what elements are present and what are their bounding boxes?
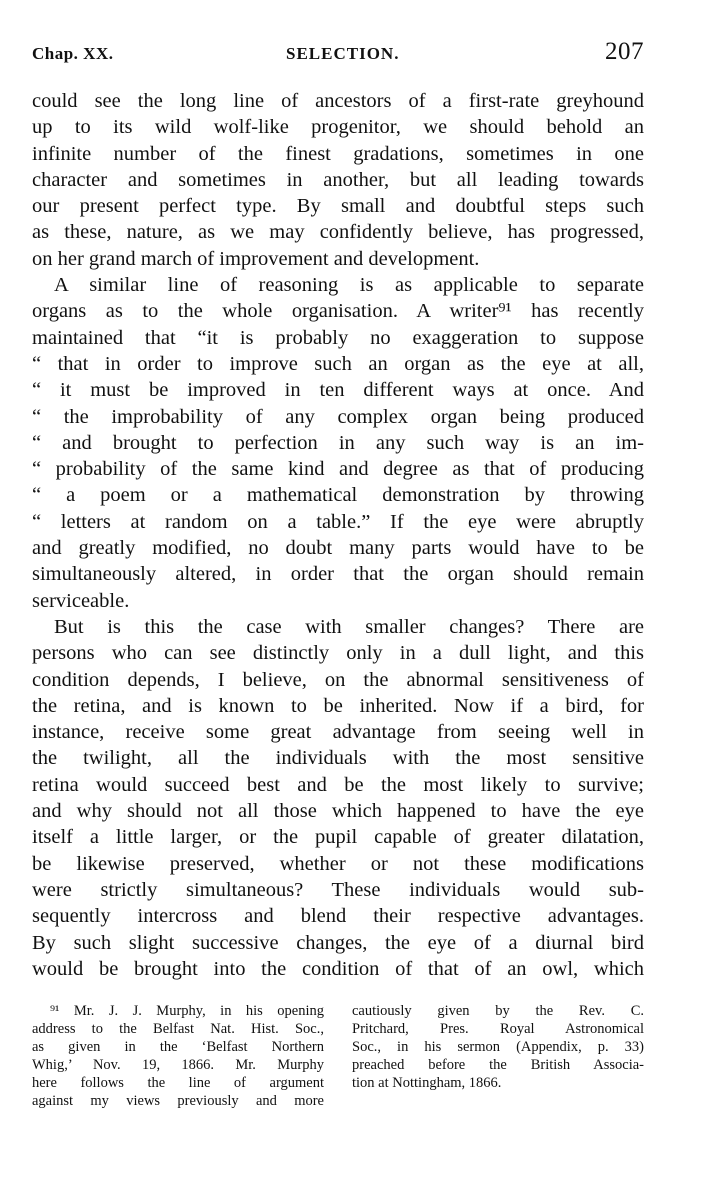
footnote-line: Soc., in his sermon (Appendix, p. 33) (352, 1039, 644, 1055)
text-line: “ a poem or a mathematical demonstration by throwing (32, 484, 644, 507)
text-line: condition depends, I believe, on the abnormal sensitiveness of (32, 668, 644, 691)
text-line: the twilight, all the individuals with the most sensitive (32, 747, 644, 770)
text-line: organs as to the whole organisation. A writer⁹¹ has recently (32, 300, 644, 323)
footnote-right-column (352, 1002, 644, 1092)
text-line: retina would succeed best and be the most likely to survive; (32, 773, 644, 796)
footnote-line: here follows the line of argument (32, 1075, 324, 1091)
text-line: “ and brought to perfection in any such way is an im- (32, 431, 644, 454)
footnote-line: ⁹¹ Mr. J. J. Murphy, in his opening (50, 1003, 324, 1019)
text-line: itself a little larger, or the pupil capable of greater dilatation, (32, 826, 644, 849)
text-line: could see the long line of ancestors of a first-rate greyhound (32, 90, 644, 112)
footnote-line: preached before the British Associa- (352, 1057, 644, 1073)
chapter-label: Chap. XX. (32, 44, 114, 63)
text-line: By such slight successive changes, the eye of a diurnal bird (32, 931, 644, 954)
text-line: and greatly modified, no doubt many parts would have to be (32, 537, 644, 560)
text-line: be likewise preserved, whether or not these modifications (32, 852, 644, 875)
text-line: were strictly simultaneous? These individuals would sub- (32, 878, 644, 901)
text-line: persons who can see distinctly only in a dull light, and this (32, 642, 644, 665)
text-line: serviceable. (32, 589, 130, 612)
footnote-line: Pritchard, Pres. Royal Astronomical (352, 1021, 644, 1037)
text-line: A similar line of reasoning is as applicable to separate (54, 274, 644, 297)
text-line: the retina, and is known to be inherited. Now if a bird, for (32, 694, 644, 717)
text-line: and why should not all those which happened to have the eye (32, 800, 644, 823)
text-line: up to its wild wolf-like progenitor, we should behold an (32, 116, 644, 139)
footnote-line: against my views previously and more (32, 1093, 324, 1109)
text-line: But is this the case with smaller changes? There are (54, 615, 644, 638)
text-line: maintained that “it is probably no exaggeration to suppose (32, 326, 644, 349)
text-line: as these, nature, as we may confidently believe, has progressed, (32, 221, 644, 244)
text-line: our present perfect type. By small and doubtful steps such (32, 195, 644, 218)
text-line: “ the improbability of any complex organ being produced (32, 405, 644, 428)
running-title: SELECTION. (286, 44, 400, 63)
text-line: “ letters at random on a table.” If the eye were abruptly (32, 510, 644, 533)
text-line: “ that in order to improve such an organ as the eye at all, (32, 352, 644, 375)
text-line: “ probability of the same kind and degree as that of producing (32, 458, 644, 481)
text-line: “ it must be improved in ten different ways at once. And (32, 379, 644, 402)
text-line: sequently intercross and blend their respective advantages. (32, 905, 644, 928)
text-line: simultaneously altered, in order that the organ should remain (32, 563, 644, 586)
text-line: instance, receive some great advantage from seeing well in (32, 721, 644, 744)
footnote-line: as given in the ‘Belfast Northern (32, 1039, 324, 1055)
text-line: infinite number of the finest gradations, sometimes in one (32, 142, 644, 165)
text-line: on her grand march of improvement and development. (32, 247, 480, 270)
footnote-line: Whig,’ Nov. 19, 1866. Mr. Murphy (32, 1057, 324, 1073)
main-text (32, 88, 644, 982)
page-number: 207 (605, 38, 644, 65)
footnote-line: cautiously given by the Rev. C. (352, 1003, 644, 1019)
text-line: would be brought into the condition of that of an owl, which (32, 957, 644, 980)
running-header (32, 38, 644, 72)
text-line: character and sometimes in another, but all leading towards (32, 168, 644, 191)
footnote-line: address to the Belfast Nat. Hist. Soc., (32, 1021, 324, 1037)
footnote-left-column (32, 1002, 324, 1110)
footnote-line: tion at Nottingham, 1866. (352, 1075, 502, 1091)
